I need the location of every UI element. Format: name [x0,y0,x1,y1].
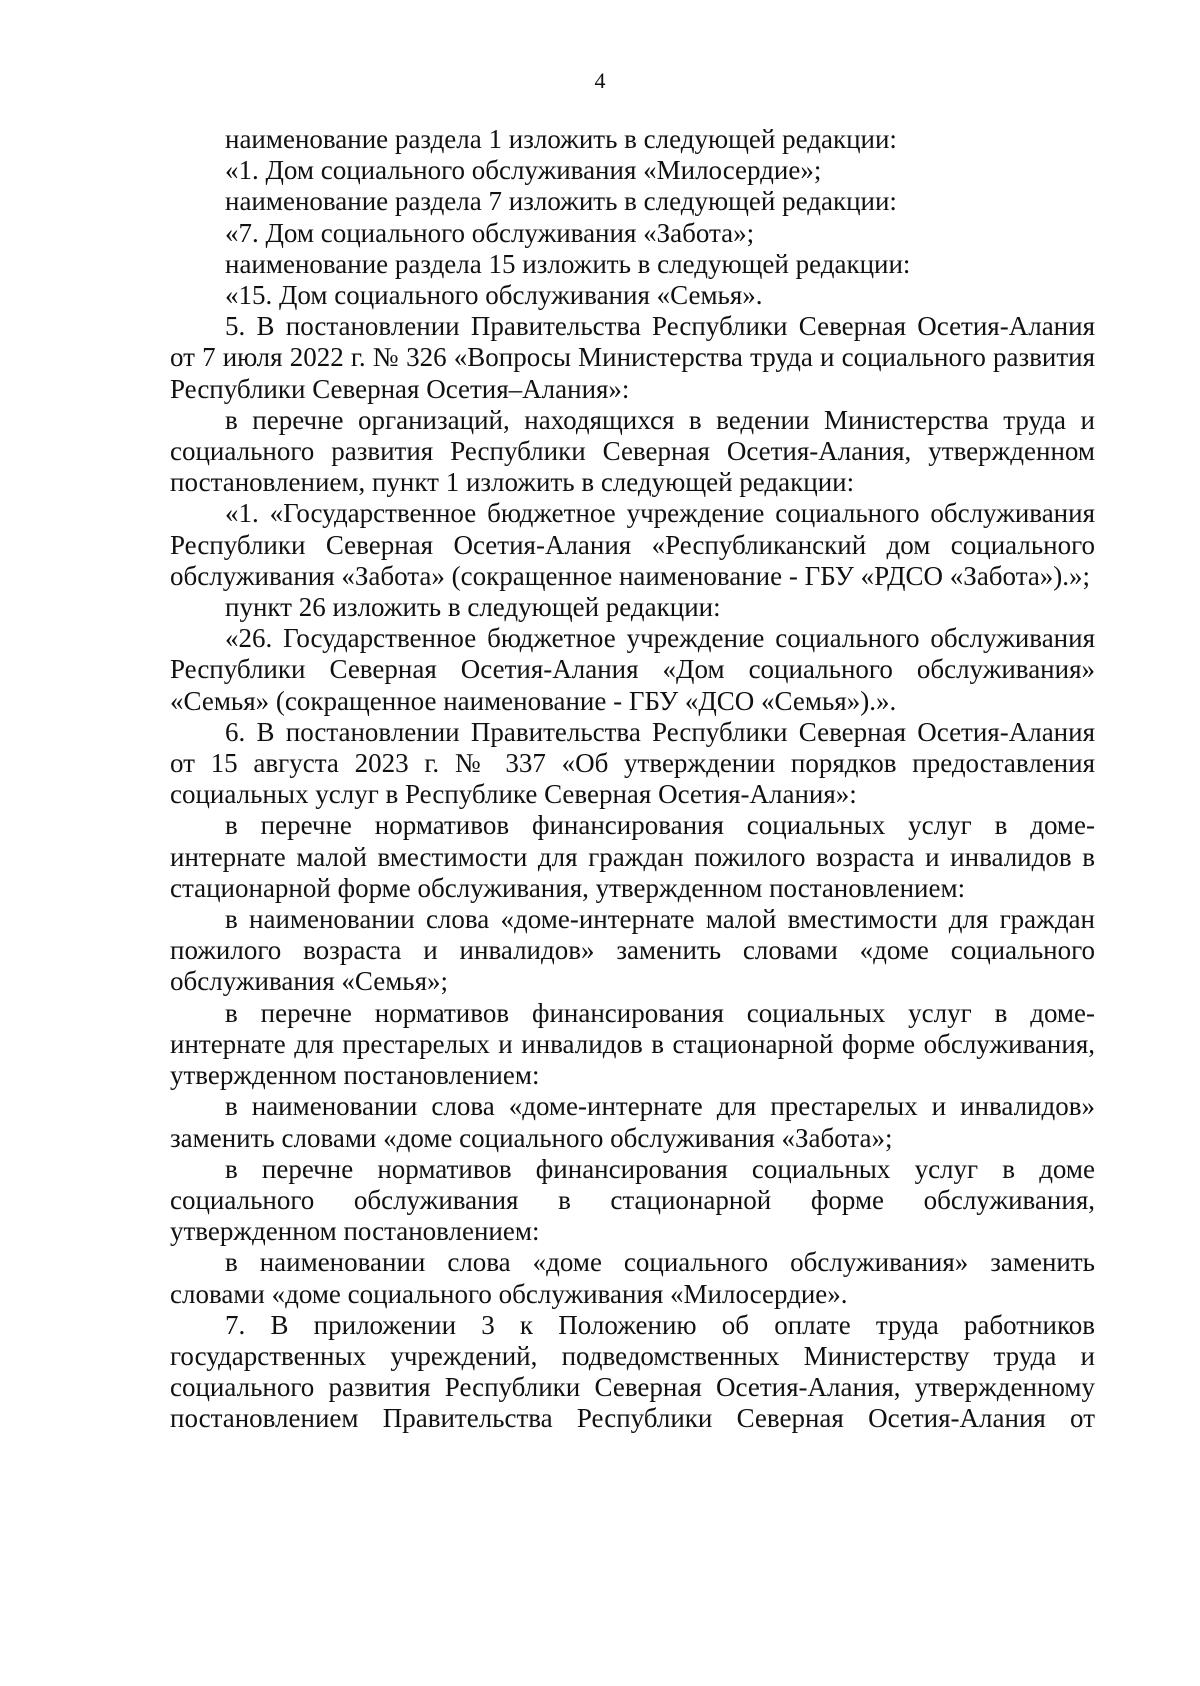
paragraph: в перечне нормативов финансирования социальных услуг в доме социального обслуживания в стационарной форме обслуживания, утвержденном постановлением: [170,1153,1095,1247]
paragraph: в наименовании слова «доме-интернате малой вместимости для граждан пожилого возраста и инвалидов» заменить словами «доме социального обслуживания «Семья»; [170,904,1095,997]
paragraph: «26. Государственное бюджетное учреждение социального обслуживания Республики Северная Осетия-Алания «Дом социального обслуживания» «Семья» (сокращенное наименование - ГБУ «ДСО «Семья»).». [170,623,1095,716]
paragraph: пункт 26 изложить в следующей редакции: [225,592,721,623]
paragraph: наименование раздела 1 изложить в следующей редакции: [225,124,897,154]
paragraph: «1. «Государственное бюджетное учреждение социального обслуживания Республики Северная Осетия-Алания «Республиканский дом социального обслуживания «Забота» (сокращенное наименование - ГБУ «РДСО «Забота»).»; [170,498,1095,591]
paragraph: 5. В постановлении Правительства Республики Северная Осетия-Алания от 7 июля 2022 г. № 326 «Вопросы Министерства труда и социального развития Республики Северная Осетия–Алания»: [170,311,1095,404]
paragraph: в наименовании слова «доме социального обслуживания» заменить словами «доме социального обслуживания «Милосердие». [170,1247,1095,1309]
paragraph: наименование раздела 7 изложить в следующей редакции: [225,186,897,217]
paragraph: 6. В постановлении Правительства Республики Северная Осетия-Алания от 15 августа 2023 г. № 337 «Об утверждении порядков предоставления социальных услуг в Республике Северная Осетия-Алания»: [170,716,1095,810]
paragraph: в перечне организаций, находящихся в ведении Министерства труда и социального развития Республики Северная Осетия-Алания, утвержденном постановлением, пункт 1 изложить в следующей редакции: [170,404,1095,498]
page-number: 4 [594,68,606,93]
paragraph: «15. Дом социального обслуживания «Семья». [225,280,763,311]
paragraph: в наименовании слова «доме-интернате для престарелых и инвалидов» заменить словами «доме социального обслуживания «Забота»; [170,1091,1095,1153]
paragraph: в перечне нормативов финансирования социальных услуг в доме-интернате малой вместимости для граждан пожилого возраста и инвалидов в стационарной форме обслуживания, утвержденном постановлением: [170,810,1095,903]
document-body [170,124,1095,1435]
paragraph: в перечне нормативов финансирования социальных услуг в доме-интернате для престарелых и инвалидов в стационарной форме обслуживания, утвержденном постановлением: [170,997,1095,1091]
paragraph: наименование раздела 15 изложить в следующей редакции: [225,248,911,279]
paragraph: 7. В приложении 3 к Положению об оплате труда работников государственных учреждений, подведомственных Министерству труда и социального развития Республики Северная Осетия-Алания, утвержденному постановлением Правительства Республики Северная Осетия-Алания от [170,1309,1095,1434]
paragraph: «1. Дом социального обслуживания «Милосердие»; [225,155,822,186]
paragraph: «7. Дом социального обслуживания «Забота»; [225,217,755,248]
